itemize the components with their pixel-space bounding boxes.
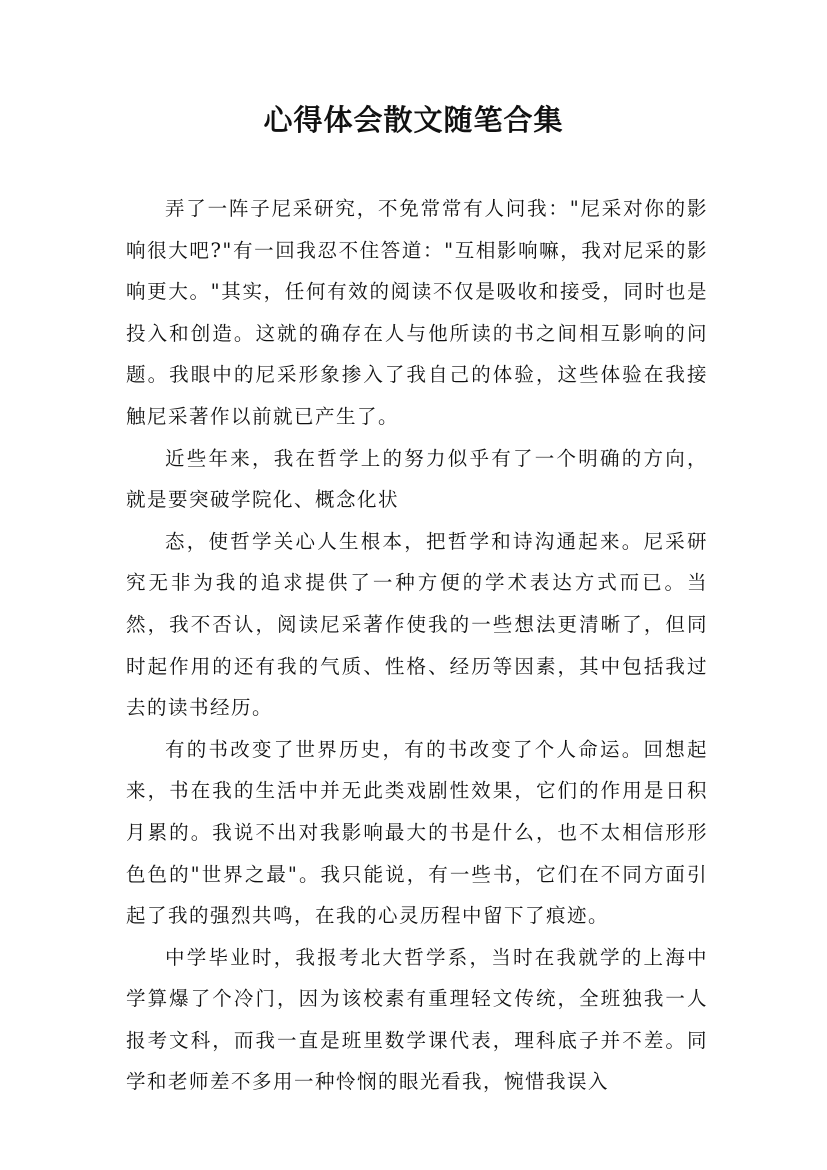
document-body bbox=[126, 188, 708, 1103]
paragraph: 中学毕业时，我报考北大哲学系，当时在我就学的上海中学算爆了个冷门，因为该校素有重理轻文传统，全班独我一人报考文科，而我一直是班里数学课代表，理科底子并不差。同学和老师差不多用一种怜悯的眼光看我，惋惜我误入 bbox=[126, 945, 708, 1094]
paragraph: 态，使哲学关心人生根本，把哲学和诗沟通起来。尼采研究无非为我的追求提供了一种方便的学术表达方式而已。当然，我不否认，阅读尼采著作使我的一些想法更清晰了，但同时起作用的还有我的气质、性格、经历等因素，其中包括我过去的读书经历。 bbox=[126, 529, 708, 720]
document-title: 心得体会散文随笔合集 bbox=[263, 103, 564, 137]
paragraph: 近些年来，我在哲学上的努力似乎有了一个明确的方向，就是要突破学院化、概念化状 bbox=[126, 446, 708, 512]
paragraph: 弄了一阵子尼采研究，不免常常有人问我："尼采对你的影响很大吧?"有一回我忍不住答道："互相影响嘛，我对尼采的影响更大。"其实，任何有效的阅读不仅是吸收和接受，同时也是投入和创造。这就的确存在人与他所读的书之间相互影响的问题。我眼中的尼采形象掺入了我自己的体验，这些体验在我接触尼采著作以前就已产生了。 bbox=[126, 197, 708, 428]
paragraph: 有的书改变了世界历史，有的书改变了个人命运。回想起来，书在我的生活中并无此类戏剧性效果，它们的作用是日积月累的。我说不出对我影响最大的书是什么，也不太相信形形色色的"世界之最"。我只能说，有一些书，它们在不同方面引起了我的强烈共鸣，在我的心灵历程中留下了痕迹。 bbox=[126, 737, 708, 928]
